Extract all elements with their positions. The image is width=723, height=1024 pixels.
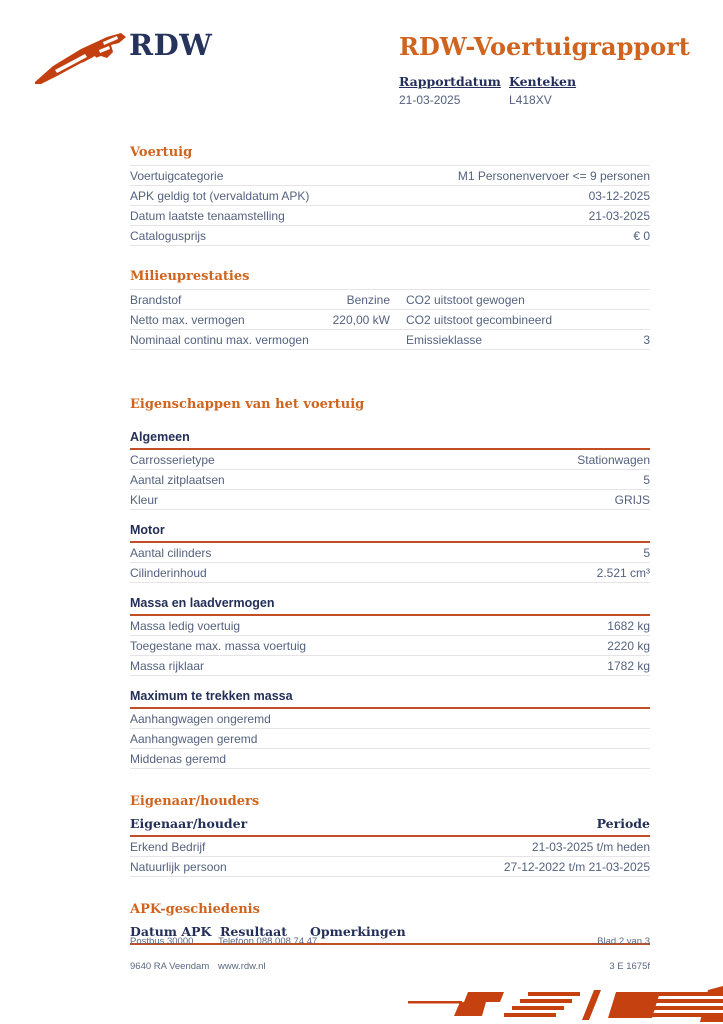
field-label: CO2 uitstoot gecombineerd <box>406 313 553 327</box>
field-row <box>130 450 650 470</box>
field-value: 03-12-2025 <box>588 189 650 203</box>
field-row <box>130 749 650 769</box>
license-plate <box>509 74 619 107</box>
field-value: 3 <box>643 333 650 347</box>
field-label: Middenas geremd <box>130 752 227 766</box>
field-value: 2220 kg <box>607 639 650 653</box>
field-row <box>130 729 650 749</box>
field-row <box>130 166 650 186</box>
footer-form-code: 3 E 1675f <box>609 961 650 972</box>
field-value: M1 Personenvervoer <= 9 personen <box>457 169 650 183</box>
section-title: APK-geschiedenis <box>130 902 260 917</box>
field-row <box>130 470 650 490</box>
owner-period: 21-03-2025 t/m heden <box>531 840 650 854</box>
footer-address-line1: Postbus 30000 <box>130 936 194 947</box>
field-value: 5 <box>643 546 650 560</box>
field-value: 21-03-2025 <box>588 209 650 223</box>
subsection-title: Maximum te trekken massa <box>130 689 650 709</box>
footer-phone: Telefoon 088 008 74 47 <box>218 936 318 947</box>
report-date-label: Rapportdatum <box>399 74 501 89</box>
owner-type: Erkend Bedrijf <box>130 840 206 854</box>
subsection-motor <box>130 523 650 583</box>
field-label: Voertuigcategorie <box>130 169 224 183</box>
footer-address-line2: 9640 RA Veendam <box>130 961 210 972</box>
field-label: Massa ledig voertuig <box>130 619 241 633</box>
field-value: € 0 <box>633 229 650 243</box>
subsection-trekken <box>130 689 650 769</box>
field-value: Benzine <box>346 293 390 307</box>
field-label: Aantal zitplaatsen <box>130 473 225 487</box>
column-header-datum-apk: Datum APK <box>130 924 212 939</box>
subsection-title: Motor <box>130 523 650 543</box>
section-voertuig <box>130 145 650 246</box>
column-header-opmerkingen: Opmerkingen <box>310 924 406 939</box>
field-label: Aantal cilinders <box>130 546 212 560</box>
report-body <box>130 145 650 945</box>
field-label: Aanhangwagen geremd <box>130 732 258 746</box>
table-row <box>130 857 650 877</box>
field-value: 220,00 kW <box>332 313 390 327</box>
owner-period: 27-12-2022 t/m 21-03-2025 <box>503 860 650 874</box>
rdw-wordmark: RDW <box>129 28 213 62</box>
field-row <box>130 709 650 729</box>
footer-page-indicator: Blad 2 van 3 <box>597 936 650 947</box>
field-value: 1782 kg <box>607 659 650 673</box>
section-title: Eigenschappen van het voertuig <box>130 397 365 412</box>
section-title: Eigenaar/houders <box>130 794 260 809</box>
field-label: CO2 uitstoot gewogen <box>406 293 525 307</box>
footer-website: www.rdw.nl <box>218 961 266 972</box>
field-label: Massa rijklaar <box>130 659 205 673</box>
license-plate-value: L418XV <box>509 93 552 107</box>
field-label: Datum laatste tenaamstelling <box>130 209 285 223</box>
field-row <box>130 290 650 310</box>
subsection-massa <box>130 596 650 676</box>
field-row <box>130 490 650 510</box>
report-date-value: 21-03-2025 <box>399 93 461 107</box>
owner-type: Natuurlijk persoon <box>130 860 227 874</box>
field-label: Kleur <box>130 493 159 507</box>
field-row <box>130 636 650 656</box>
field-label: Brandstof <box>130 293 182 307</box>
table-row <box>130 837 650 857</box>
report-date <box>399 74 509 107</box>
field-row <box>130 563 650 583</box>
field-row <box>130 206 650 226</box>
field-row <box>130 330 650 350</box>
field-value: 5 <box>643 473 650 487</box>
license-plate-label: Kenteken <box>509 74 577 89</box>
footer-wing-graphic-icon <box>408 984 723 1024</box>
field-value: Stationwagen <box>577 453 650 467</box>
field-label: Nominaal continu max. vermogen <box>130 333 309 347</box>
page-title: RDW-Voertuigrapport <box>399 32 690 61</box>
field-value: GRIJS <box>614 493 650 507</box>
field-label: Cilinderinhoud <box>130 566 207 580</box>
field-label: Catalogusprijs <box>130 229 207 243</box>
column-header-resultaat: Resultaat <box>220 924 287 939</box>
field-label: Aanhangwagen ongeremd <box>130 712 271 726</box>
report-header <box>399 32 690 107</box>
field-value: 1682 kg <box>607 619 650 633</box>
field-label: Emissieklasse <box>406 333 483 347</box>
page-footer <box>130 936 650 972</box>
section-title: Voertuig <box>130 145 650 166</box>
field-row <box>130 310 650 330</box>
field-value: 2.521 cm³ <box>596 566 650 580</box>
subsection-algemeen <box>130 430 650 510</box>
section-title: Milieuprestaties <box>130 269 650 290</box>
section-milieuprestaties <box>130 269 650 350</box>
subsection-title: Algemeen <box>130 430 650 450</box>
field-row <box>130 656 650 676</box>
field-row <box>130 543 650 563</box>
subsection-title: Massa en laadvermogen <box>130 596 650 616</box>
field-row <box>130 226 650 246</box>
column-header-eigenaar: Eigenaar/houder <box>130 816 248 831</box>
field-row <box>130 616 650 636</box>
field-label: APK geldig tot (vervaldatum APK) <box>130 189 310 203</box>
table-header <box>130 814 650 837</box>
section-eigenaar <box>130 794 650 877</box>
field-label: Carrosserietype <box>130 453 215 467</box>
field-label: Netto max. vermogen <box>130 313 245 327</box>
field-row <box>130 186 650 206</box>
rdw-logo-wing-icon <box>33 30 133 86</box>
section-eigenschappen <box>130 397 650 769</box>
column-header-periode: Periode <box>596 816 650 831</box>
field-label: Toegestane max. massa voertuig <box>130 639 307 653</box>
